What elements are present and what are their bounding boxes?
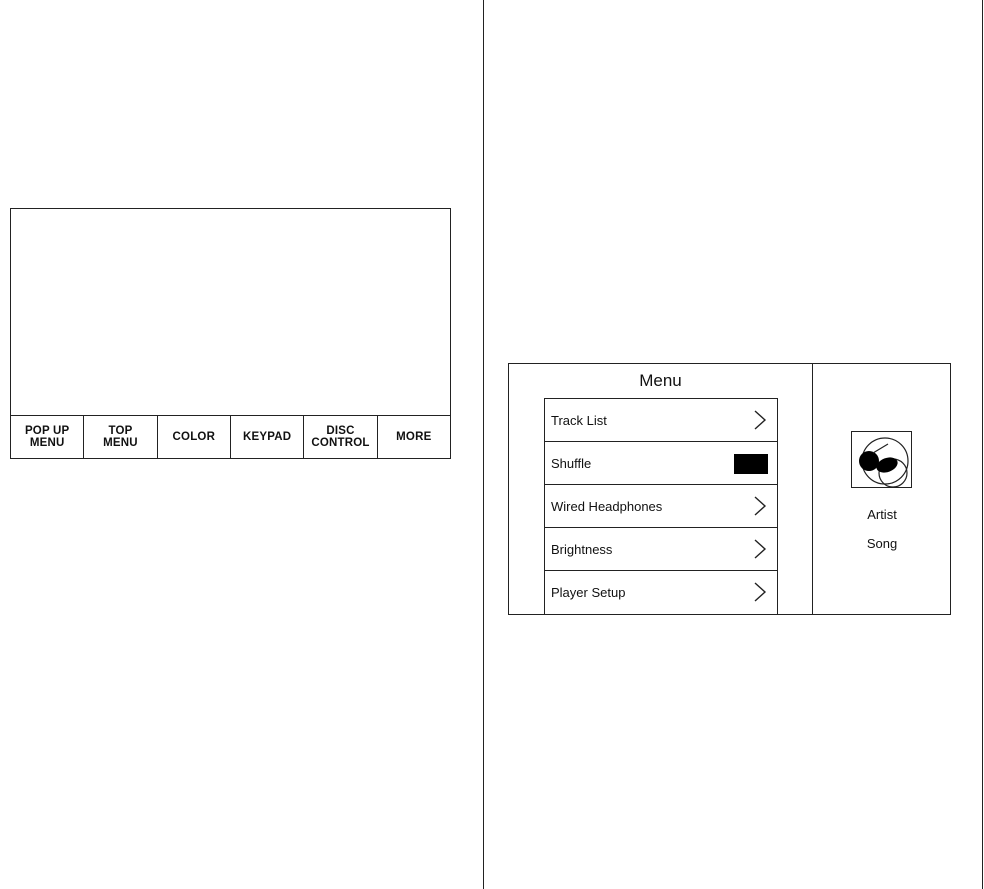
disc-control-button[interactable]: DISC CONTROL [304,416,377,458]
menu-item-label: Shuffle [551,455,592,471]
menu-item-label: Wired Headphones [551,498,663,514]
disc-button-bar [11,415,450,458]
menu-item-wired-headphones[interactable] [545,485,777,528]
now-playing-divider [812,364,813,614]
more-button[interactable]: MORE [396,431,432,443]
keypad-button[interactable]: KEYPAD [231,416,304,458]
menu-item-label: Brightness [551,541,613,557]
pop-up-menu-button[interactable]: POP UP MENU [11,416,84,458]
top-menu-button[interactable]: TOP MENU [84,416,157,458]
menu-item-brightness[interactable] [545,528,777,571]
menu-list [544,398,778,614]
menu-item-shuffle[interactable] [545,442,777,485]
menu-item-player-setup[interactable] [545,571,777,614]
shuffle-toggle[interactable] [734,454,768,474]
menu-screen [508,363,951,615]
album-art-icon [851,431,912,488]
now-playing-artist: Artist [867,507,897,522]
color-button[interactable]: COLOR [158,416,231,458]
page-column-rule-right [982,0,983,889]
now-playing-song: Song [866,536,898,551]
page-column-rule-center [483,0,484,889]
video-area[interactable] [11,209,450,417]
chevron-right-icon [753,582,767,602]
menu-item-label: Player Setup [551,585,626,600]
menu-title: Menu [639,371,682,390]
menu-item-track-list[interactable] [545,399,777,442]
menu-item-label: Track List [551,412,607,428]
disc-playback-screen [10,208,451,459]
chevron-right-icon [753,539,767,559]
chevron-right-icon [753,410,767,430]
chevron-right-icon [753,496,767,516]
